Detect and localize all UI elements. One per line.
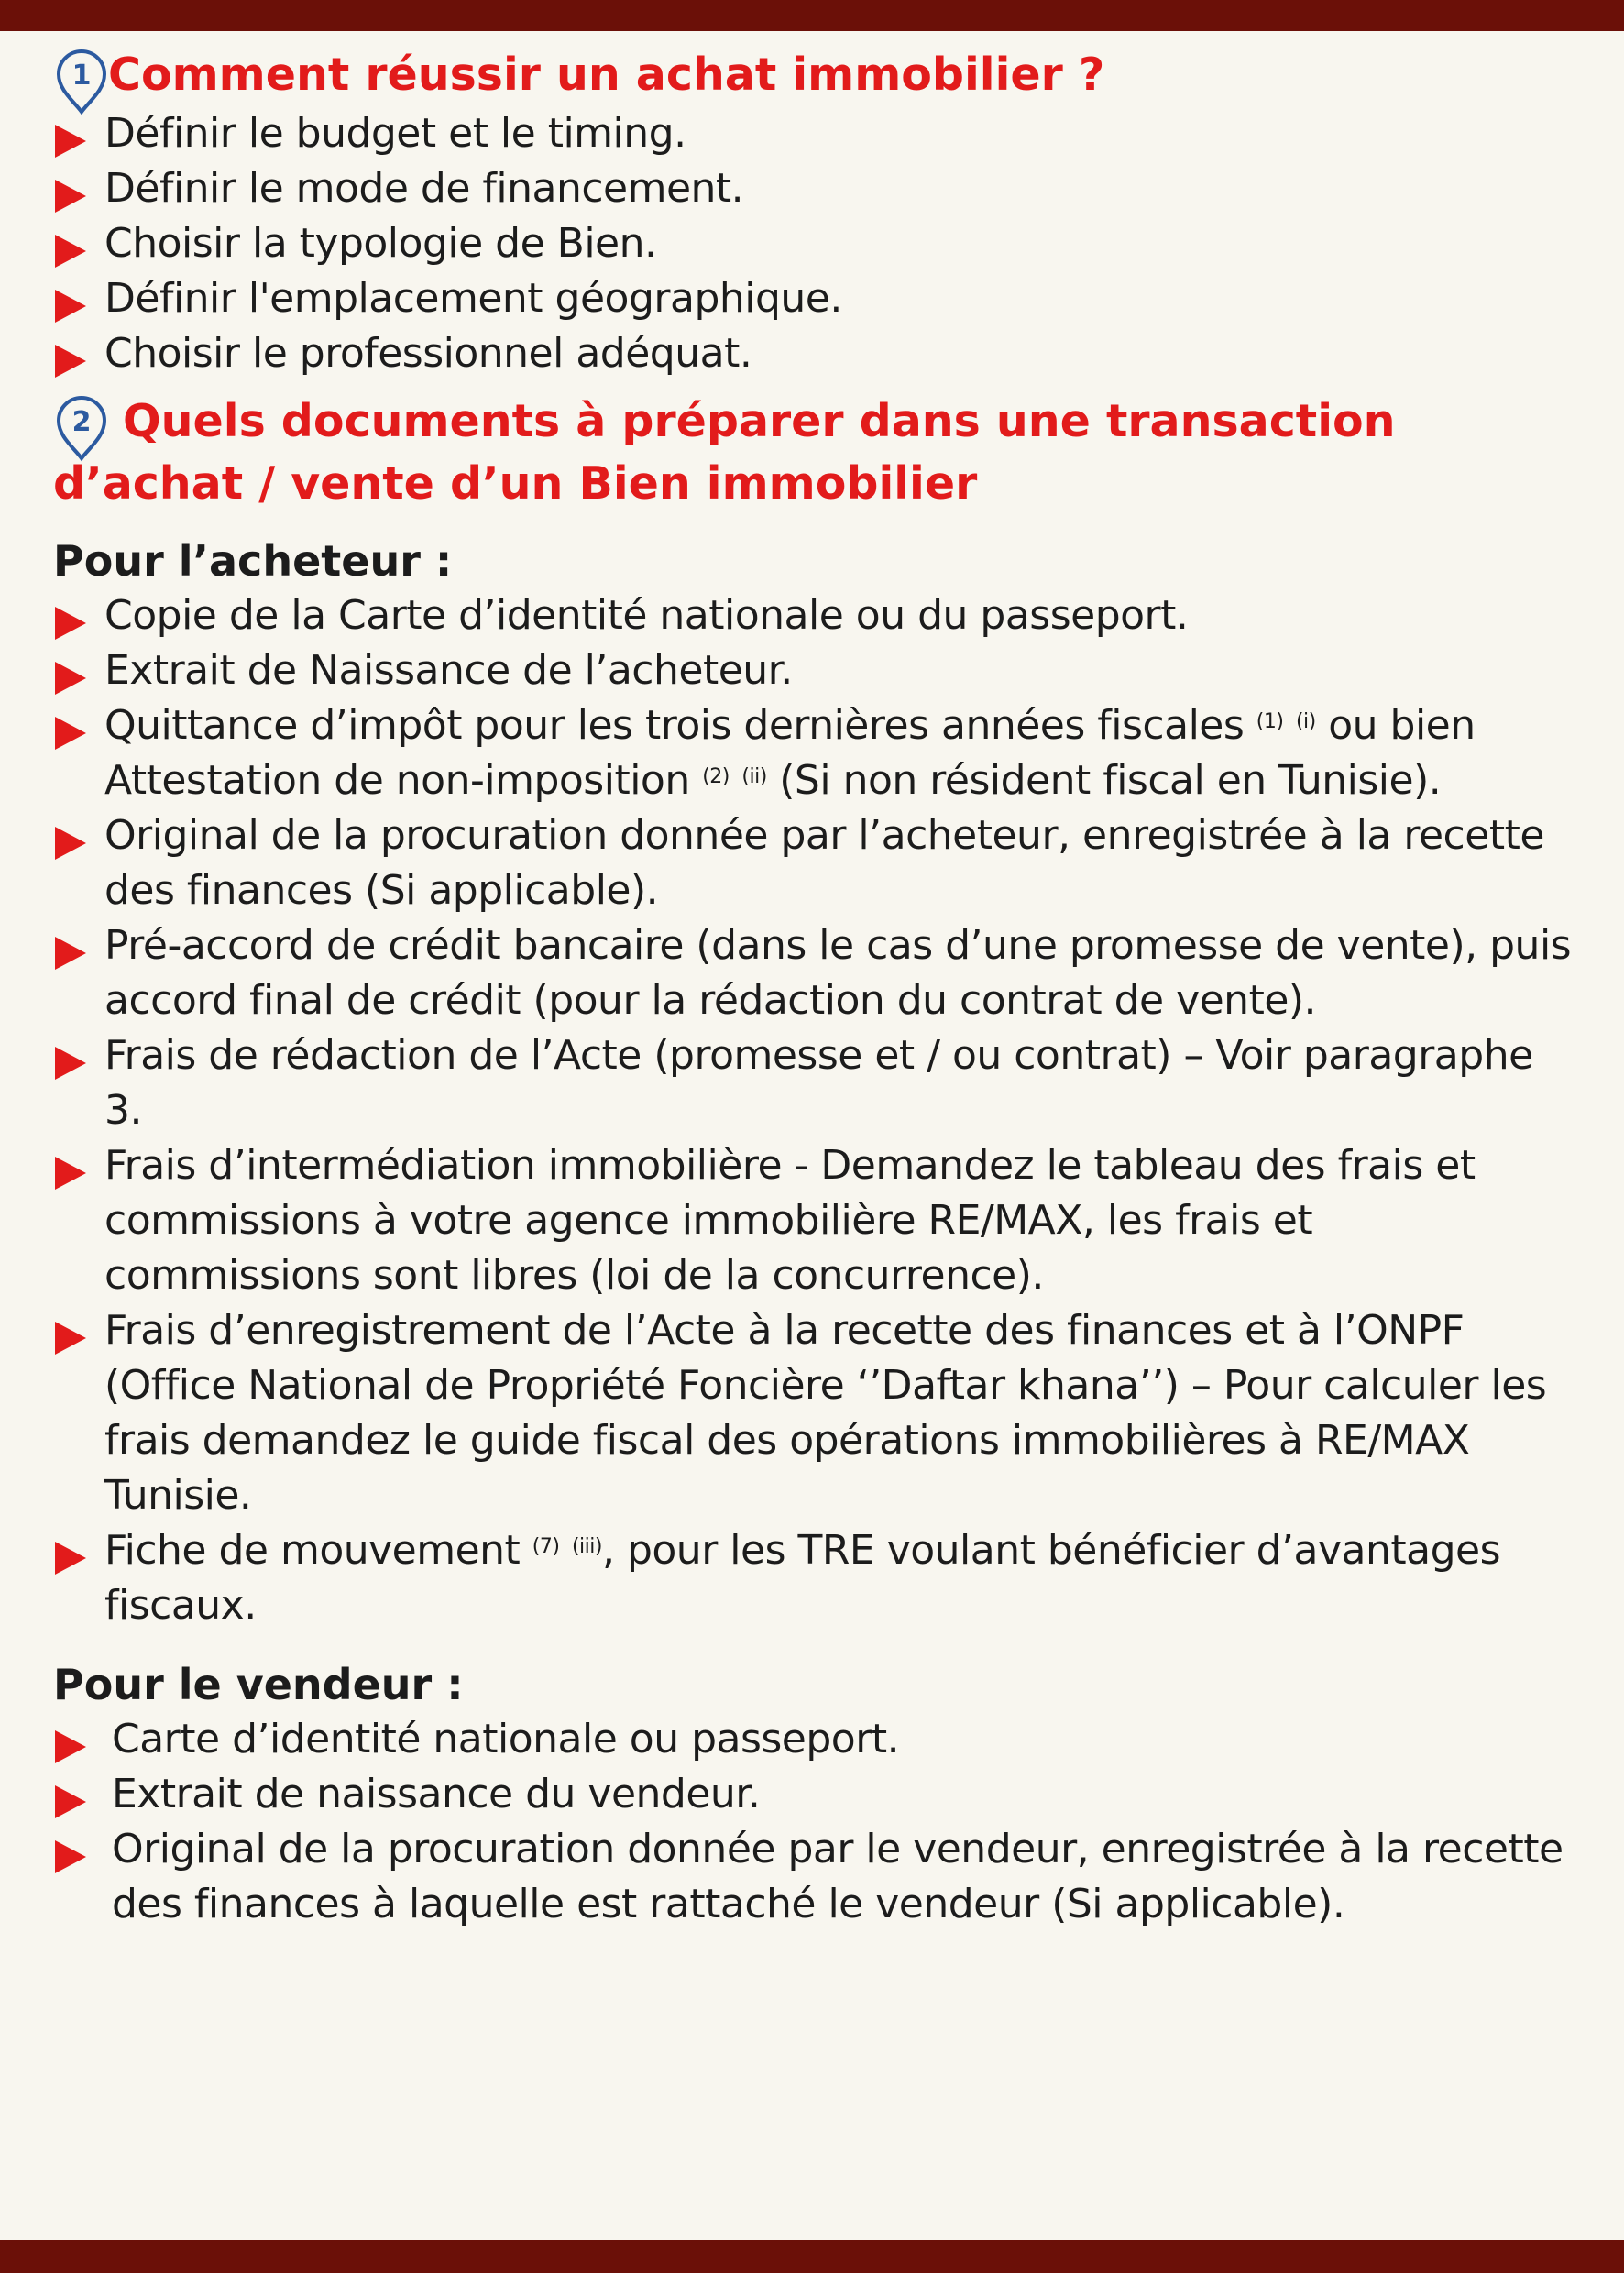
section-2-title-text: Quels documents à préparer dans une transaction d’achat / vente d’un Bien immobilier bbox=[53, 395, 1396, 510]
footnote-ref: (1) bbox=[1256, 710, 1284, 733]
footnote-ref: (7) bbox=[532, 1535, 560, 1558]
bullet-triangle-icon bbox=[55, 180, 86, 213]
bottom-band bbox=[0, 2240, 1624, 2273]
list-item: Définir le mode de financement. bbox=[53, 161, 1575, 216]
bullet-triangle-icon bbox=[55, 1785, 86, 1818]
list-item: Frais d’intermédiation immobilière - Demandez le tableau des frais et commissions à votre agence immobilière RE/MAX, les frais et commissions sont libres (loi de la concurrence). bbox=[53, 1138, 1575, 1303]
bullet-triangle-icon bbox=[55, 827, 86, 860]
section-1-list bbox=[53, 106, 1575, 381]
bullet-triangle-icon bbox=[55, 717, 86, 750]
list-item: Original de la procuration donnée par l’acheteur, enregistrée à la recette des finances (Si applicable). bbox=[53, 808, 1575, 918]
section-1-title bbox=[53, 44, 1575, 106]
list-item: Quittance d’impôt pour les trois dernières années fiscales $^{(1)}$ $^{(i)}$ ou bien Attestation de non-imposition $^{(2)}$ $^{(ii)}$ (Si non résident fiscal en Tunisie). bbox=[53, 698, 1575, 808]
buyer-heading: Pour l’acheteur : bbox=[53, 536, 453, 586]
section-1-number: 1 bbox=[71, 60, 92, 92]
bullet-triangle-icon bbox=[55, 290, 86, 323]
list-item: Frais d’enregistrement de l’Acte à la recette des finances et à l’ONPF (Office National de Propriété Foncière ‘’Daftar khana’’) – Pour calculer les frais demandez le guide fiscal des opérations immobilières à RE/MAX Tunisie. bbox=[53, 1303, 1575, 1523]
bullet-triangle-icon bbox=[55, 662, 86, 695]
section-2-title bbox=[53, 390, 1575, 515]
bullet-triangle-icon bbox=[55, 1047, 86, 1080]
bullet-triangle-icon bbox=[55, 345, 86, 378]
list-item: Définir le budget et le timing. bbox=[53, 106, 1575, 161]
bullet-triangle-icon bbox=[55, 937, 86, 970]
footnote-ref: (iii) bbox=[571, 1535, 602, 1558]
bullet-triangle-icon bbox=[55, 1157, 86, 1190]
section-2-marker-icon bbox=[53, 394, 110, 464]
seller-list bbox=[53, 1712, 1575, 1932]
bullet-triangle-icon bbox=[55, 235, 86, 268]
buyer-list bbox=[53, 588, 1575, 1633]
list-item: Original de la procuration donnée par le vendeur, enregistrée à la recette des finances à laquelle est rattaché le vendeur (Si applicable). bbox=[53, 1822, 1575, 1932]
list-item: Frais de rédaction de l’Acte (promesse et / ou contrat) – Voir paragraphe 3. bbox=[53, 1028, 1575, 1138]
list-item: Copie de la Carte d’identité nationale ou du passeport. bbox=[53, 588, 1575, 643]
list-item: Extrait de naissance du vendeur. bbox=[53, 1767, 1575, 1822]
section-2-number: 2 bbox=[71, 406, 92, 438]
list-item: Carte d’identité nationale ou passeport. bbox=[53, 1712, 1575, 1767]
list-item: Choisir la typologie de Bien. bbox=[53, 216, 1575, 271]
section-1-title-text: Comment réussir un achat immobilier ? bbox=[108, 49, 1105, 101]
bullet-triangle-icon bbox=[55, 607, 86, 640]
list-item: Pré-accord de crédit bancaire (dans le cas d’une promesse de vente), puis accord final de crédit (pour la rédaction du contrat de vente). bbox=[53, 918, 1575, 1028]
document-body bbox=[53, 44, 1575, 1932]
list-item: Extrait de Naissance de l’acheteur. bbox=[53, 643, 1575, 698]
bullet-triangle-icon bbox=[55, 125, 86, 158]
seller-heading: Pour le vendeur : bbox=[53, 1660, 464, 1709]
bullet-triangle-icon bbox=[55, 1542, 86, 1575]
bullet-triangle-icon bbox=[55, 1840, 86, 1873]
list-item: Choisir le professionnel adéquat. bbox=[53, 326, 1575, 381]
footnote-ref: (i) bbox=[1295, 710, 1316, 733]
top-band bbox=[0, 0, 1624, 31]
list-item: Fiche de mouvement $^{(7)}$ $^{(iii)}$, pour les TRE voulant bénéficier d’avantages fiscaux. bbox=[53, 1523, 1575, 1633]
bullet-triangle-icon bbox=[55, 1322, 86, 1355]
list-item: Définir l'emplacement géographique. bbox=[53, 271, 1575, 326]
bullet-triangle-icon bbox=[55, 1730, 86, 1763]
footnote-ref: (2) bbox=[702, 765, 730, 788]
footnote-ref: (ii) bbox=[741, 765, 767, 788]
